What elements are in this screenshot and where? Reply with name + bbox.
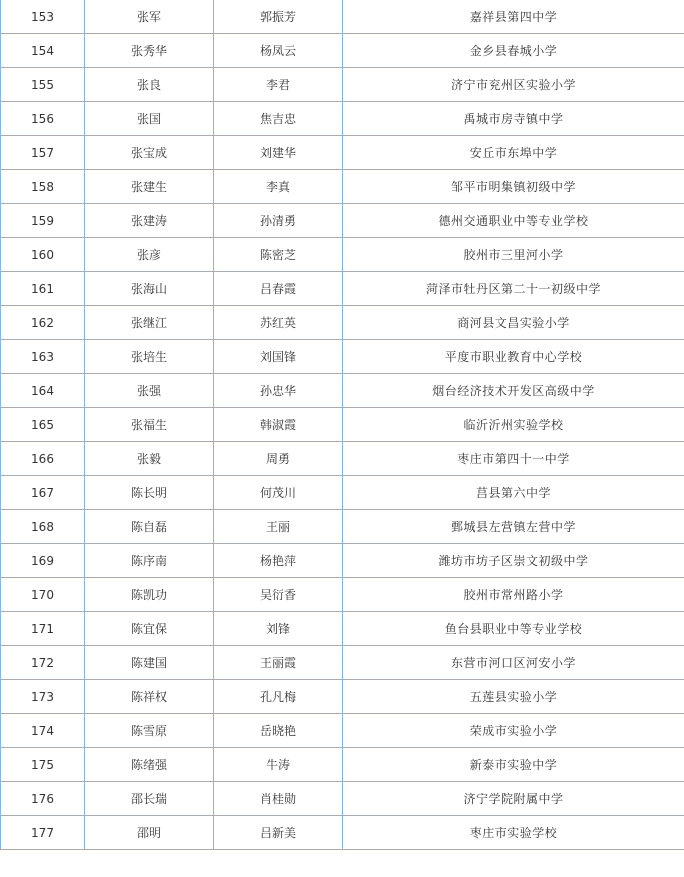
cell-mentor: 李真 (214, 170, 343, 204)
cell-school: 鱼台县职业中等专业学校 (343, 612, 684, 646)
cell-number: 172 (1, 646, 85, 680)
cell-name: 张建生 (85, 170, 214, 204)
cell-name: 张良 (85, 68, 214, 102)
cell-mentor: 吴衍香 (214, 578, 343, 612)
cell-mentor: 刘建华 (214, 136, 343, 170)
cell-name: 张福生 (85, 408, 214, 442)
cell-school: 潍坊市坊子区崇文初级中学 (343, 544, 684, 578)
cell-school: 德州交通职业中等专业学校 (343, 204, 684, 238)
table-row (1, 102, 684, 136)
cell-school: 东营市河口区河安小学 (343, 646, 684, 680)
table-row (1, 748, 684, 782)
cell-mentor: 岳晓艳 (214, 714, 343, 748)
cell-number: 158 (1, 170, 85, 204)
cell-mentor: 吕春霞 (214, 272, 343, 306)
table-row (1, 306, 684, 340)
cell-name: 陈祥权 (85, 680, 214, 714)
table-row (1, 238, 684, 272)
cell-mentor: 杨艳萍 (214, 544, 343, 578)
cell-school: 五莲县实验小学 (343, 680, 684, 714)
cell-number: 175 (1, 748, 85, 782)
cell-mentor: 韩淑霞 (214, 408, 343, 442)
cell-name: 张继江 (85, 306, 214, 340)
table-row (1, 510, 684, 544)
cell-name: 张培生 (85, 340, 214, 374)
cell-school: 临沂沂州实验学校 (343, 408, 684, 442)
cell-number: 163 (1, 340, 85, 374)
cell-school: 烟台经济技术开发区高级中学 (343, 374, 684, 408)
cell-name: 张秀华 (85, 34, 214, 68)
cell-name: 张军 (85, 0, 214, 34)
cell-name: 张宝成 (85, 136, 214, 170)
cell-number: 171 (1, 612, 85, 646)
cell-school: 胶州市常州路小学 (343, 578, 684, 612)
cell-mentor: 周勇 (214, 442, 343, 476)
table-row (1, 476, 684, 510)
table-row (1, 68, 684, 102)
cell-school: 菏泽市牡丹区第二十一初级中学 (343, 272, 684, 306)
cell-number: 154 (1, 34, 85, 68)
cell-mentor: 刘国锋 (214, 340, 343, 374)
cell-number: 155 (1, 68, 85, 102)
cell-number: 173 (1, 680, 85, 714)
cell-name: 陈建国 (85, 646, 214, 680)
cell-school: 金乡县春城小学 (343, 34, 684, 68)
table-row (1, 136, 684, 170)
cell-school: 鄄城县左营镇左营中学 (343, 510, 684, 544)
cell-name: 张国 (85, 102, 214, 136)
cell-school: 胶州市三里河小学 (343, 238, 684, 272)
table-row (1, 340, 684, 374)
cell-name: 陈长明 (85, 476, 214, 510)
cell-number: 167 (1, 476, 85, 510)
cell-school: 济宁市兖州区实验小学 (343, 68, 684, 102)
cell-school: 嘉祥县第四中学 (343, 0, 684, 34)
cell-mentor: 王丽霞 (214, 646, 343, 680)
cell-mentor: 肖桂勋 (214, 782, 343, 816)
cell-number: 177 (1, 816, 85, 850)
table-row (1, 782, 684, 816)
table-row (1, 612, 684, 646)
cell-mentor: 李君 (214, 68, 343, 102)
cell-mentor: 牛涛 (214, 748, 343, 782)
cell-mentor: 焦吉忠 (214, 102, 343, 136)
cell-mentor: 吕新美 (214, 816, 343, 850)
table-row (1, 0, 684, 34)
cell-mentor: 杨凤云 (214, 34, 343, 68)
roster-table-body (1, 0, 684, 850)
cell-mentor: 孙忠华 (214, 374, 343, 408)
cell-school: 商河县文昌实验小学 (343, 306, 684, 340)
cell-number: 165 (1, 408, 85, 442)
table-row (1, 714, 684, 748)
cell-number: 166 (1, 442, 85, 476)
cell-school: 安丘市东埠中学 (343, 136, 684, 170)
cell-school: 济宁学院附属中学 (343, 782, 684, 816)
cell-mentor: 孙清勇 (214, 204, 343, 238)
cell-name: 张毅 (85, 442, 214, 476)
cell-number: 159 (1, 204, 85, 238)
cell-number: 153 (1, 0, 85, 34)
cell-mentor: 陈密芝 (214, 238, 343, 272)
cell-mentor: 苏红英 (214, 306, 343, 340)
table-row (1, 374, 684, 408)
cell-number: 174 (1, 714, 85, 748)
table-row (1, 442, 684, 476)
table-row (1, 408, 684, 442)
table-row (1, 544, 684, 578)
table-row (1, 272, 684, 306)
cell-school: 平度市职业教育中心学校 (343, 340, 684, 374)
cell-name: 张海山 (85, 272, 214, 306)
cell-number: 176 (1, 782, 85, 816)
table-row (1, 34, 684, 68)
cell-mentor: 刘锋 (214, 612, 343, 646)
cell-name: 张强 (85, 374, 214, 408)
cell-name: 陈序南 (85, 544, 214, 578)
cell-number: 162 (1, 306, 85, 340)
cell-number: 170 (1, 578, 85, 612)
table-row (1, 680, 684, 714)
cell-number: 156 (1, 102, 85, 136)
cell-number: 160 (1, 238, 85, 272)
cell-number: 157 (1, 136, 85, 170)
cell-school: 禹城市房寺镇中学 (343, 102, 684, 136)
table-row (1, 204, 684, 238)
cell-number: 161 (1, 272, 85, 306)
table-row (1, 170, 684, 204)
cell-name: 邵明 (85, 816, 214, 850)
table-row (1, 578, 684, 612)
cell-number: 169 (1, 544, 85, 578)
cell-school: 枣庄市实验学校 (343, 816, 684, 850)
cell-number: 164 (1, 374, 85, 408)
cell-mentor: 王丽 (214, 510, 343, 544)
table-row (1, 816, 684, 850)
cell-name: 陈凯功 (85, 578, 214, 612)
cell-mentor: 郭振芳 (214, 0, 343, 34)
cell-name: 陈绪强 (85, 748, 214, 782)
table-row (1, 646, 684, 680)
cell-school: 邹平市明集镇初级中学 (343, 170, 684, 204)
cell-mentor: 孔凡梅 (214, 680, 343, 714)
cell-name: 张彦 (85, 238, 214, 272)
cell-school: 荣成市实验小学 (343, 714, 684, 748)
cell-name: 张建涛 (85, 204, 214, 238)
cell-name: 陈自磊 (85, 510, 214, 544)
cell-name: 邵长瑞 (85, 782, 214, 816)
cell-school: 枣庄市第四十一中学 (343, 442, 684, 476)
cell-mentor: 何茂川 (214, 476, 343, 510)
cell-school: 莒县第六中学 (343, 476, 684, 510)
cell-name: 陈宜保 (85, 612, 214, 646)
cell-name: 陈雪原 (85, 714, 214, 748)
cell-number: 168 (1, 510, 85, 544)
cell-school: 新泰市实验中学 (343, 748, 684, 782)
